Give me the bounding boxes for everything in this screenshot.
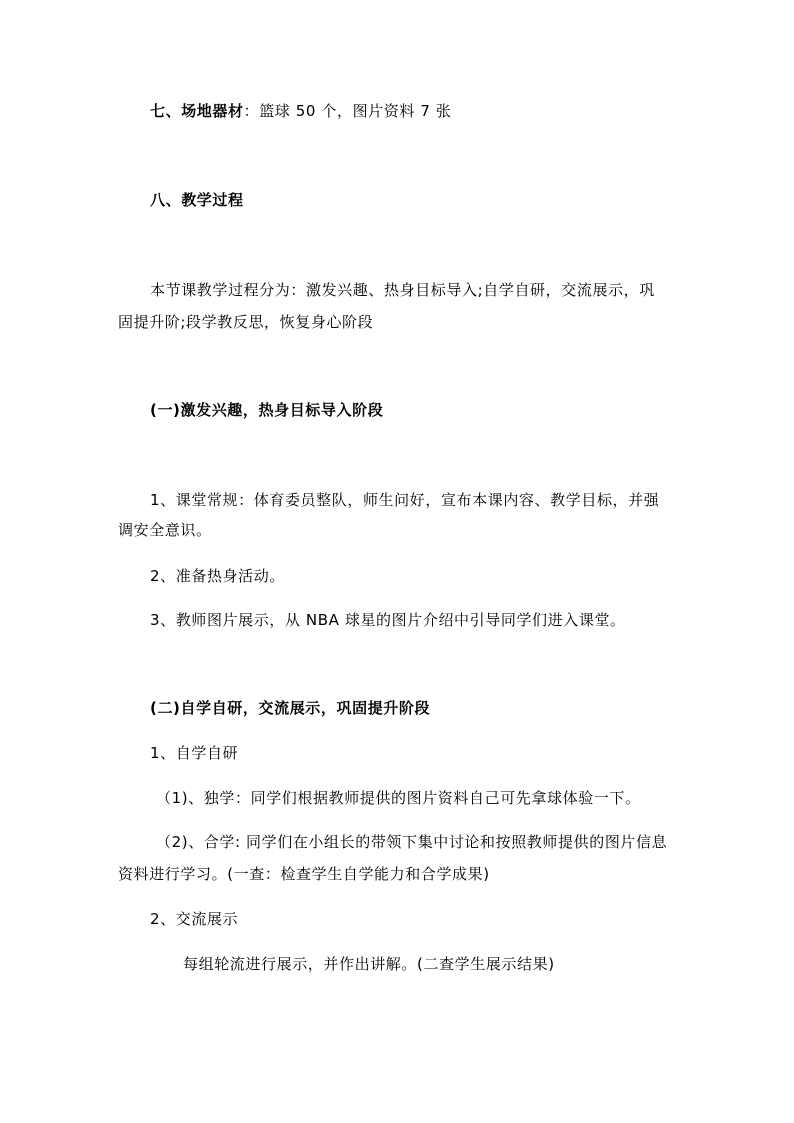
section-7-line [150,101,452,121]
part-1-item-1-line-2: 调安全意识。 [118,521,212,539]
intro-paragraph-line-1: 本节课教学过程分为：激发兴趣、热身目标导入;自学自研，交流展示，巩 [150,281,655,299]
part-2-item-1: 1、自学自研 [150,744,239,762]
part-2-heading: (二)自学自研，交流展示，巩固提升阶段 [150,699,431,717]
part-1-item-1-line-1: 1、课堂常规：体育委员整队，师生问好，宣布本课内容、教学目标，并强 [150,491,660,509]
part-1-item-3: 3、教师图片展示，从 NBA 球星的图片介绍中引导同学们进入课堂。 [150,611,626,629]
part-1-item-2: 2、准备热身活动。 [150,567,285,585]
section-7-content: ：篮球 50 个，图片资料 7 张 [243,102,452,120]
part-2-item-2: 2、交流展示 [150,910,239,928]
part-2-item-1-sub-1: （1)、独学：同学们根据教师提供的图片资料自己可先拿球体验一下。 [156,789,641,807]
section-7-heading: 七、场地器材 [150,102,244,120]
part-1-heading: (一)激发兴趣，热身目标导入阶段 [150,401,384,419]
intro-paragraph-line-2: 固提升阶;段学教反思，恢复身心阶段 [118,313,374,331]
part-2-item-1-sub-2-line-2: 资料进行学习。(一查：检查学生自学能力和合学成果) [118,865,490,883]
part-2-item-1-sub-2-line-1: （2)、合学: 同学们在小组长的带领下集中讨论和按照教师提供的图片信息 [156,833,668,851]
part-2-item-2-sub-1: 每组轮流进行展示，并作出讲解。(二查学生展示结果) [183,955,555,973]
section-8-heading: 八、教学过程 [150,191,244,209]
